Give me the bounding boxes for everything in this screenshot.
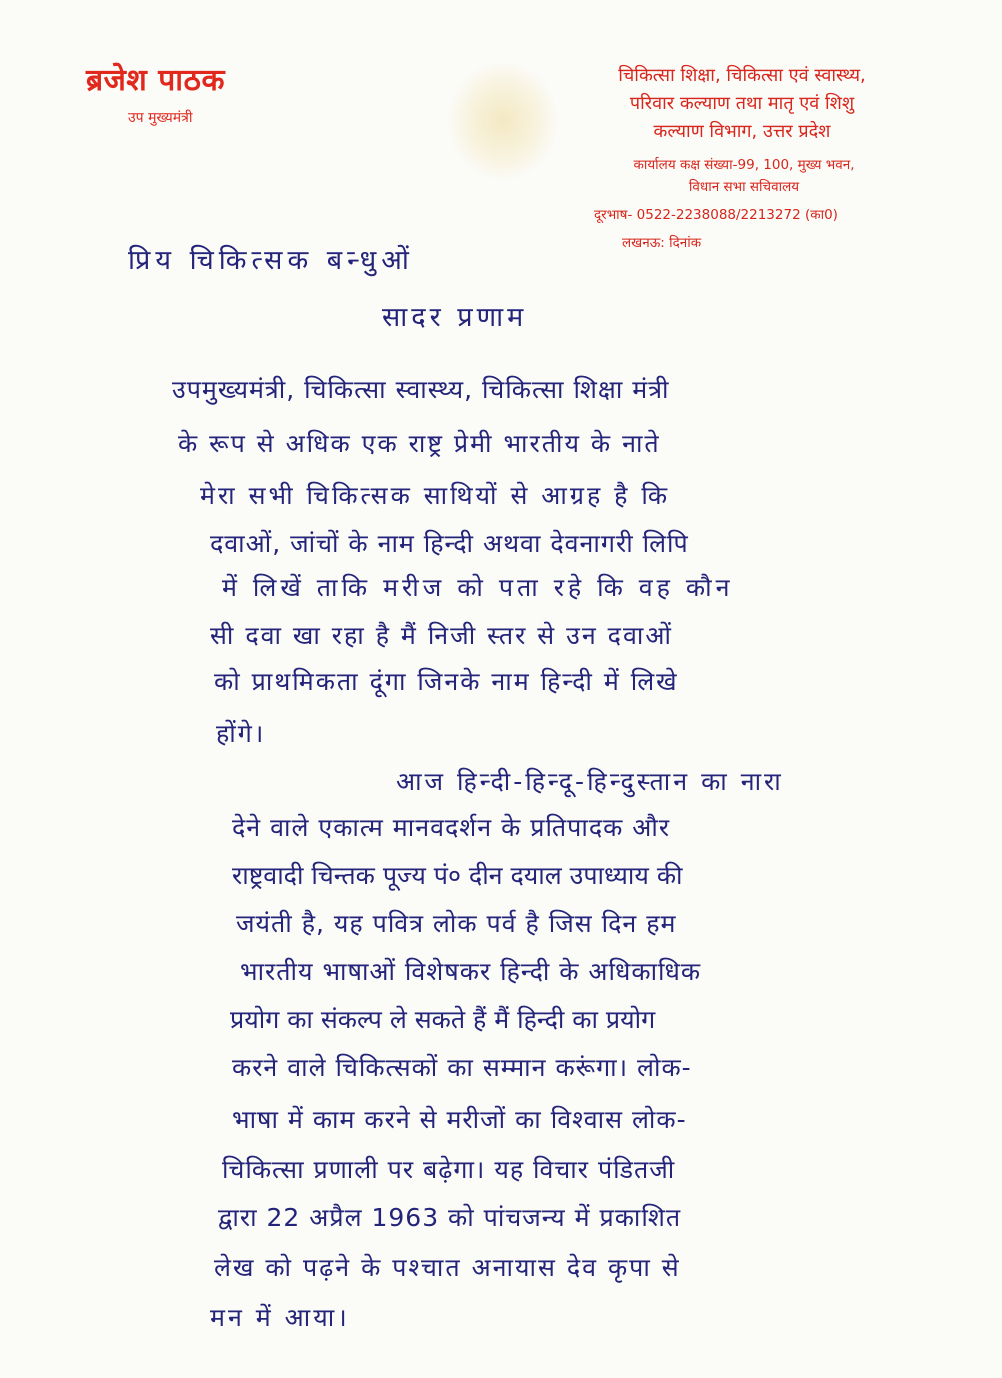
paragraph2-line: प्रयोग का संकल्प ले सकते हैं मैं हिन्दी का प्रयोग	[230, 1005, 656, 1034]
paragraph1-line: दवाओं, जांचों के नाम हिन्दी अथवा देवनागरी लिपि	[210, 529, 689, 558]
greeting: सादर प्रणाम	[382, 302, 528, 333]
paragraph1-line: में लिखें ताकि मरीज को पता रहे कि वह कौन	[222, 573, 734, 602]
paragraph2-line: देने वाले एकात्म मानवदर्शन के प्रतिपादक और	[232, 813, 671, 842]
paragraph2-line: आज हिन्दी-हिन्दू-हिन्दुस्तान का नारा	[396, 767, 784, 796]
paragraph2-line: भारतीय भाषाओं विशेषकर हिन्दी के अधिकाधिक	[240, 957, 702, 986]
paragraph1-line: को प्राथमिकता दूंगा जिनके नाम हिन्दी में लिखे	[214, 667, 679, 696]
paragraph1-line: के रूप से अधिक एक राष्ट्र प्रेमी भारतीय के नाते	[178, 429, 661, 458]
office-line: कार्यालय कक्ष संख्या-99, 100, मुख्य भवन,	[633, 157, 855, 173]
department-line: चिकित्सा शिक्षा, चिकित्सा एवं स्वास्थ्य,	[618, 65, 866, 86]
paragraph2-line: लेख को पढ़ने के पश्चात अनायास देव कृपा से	[214, 1253, 681, 1282]
paragraph1-line: होंगे।	[216, 719, 266, 748]
department-line: परिवार कल्याण तथा मातृ एवं शिशु	[629, 93, 855, 114]
department-block	[572, 62, 912, 146]
paragraph2-line: द्वारा 22 अप्रैल 1963 को पांचजन्य में प्रकाशित	[218, 1203, 682, 1232]
city-date: लखनऊ: दिनांक	[622, 235, 702, 251]
government-emblem-watermark	[448, 62, 558, 180]
department-line: कल्याण विभाग, उत्तर प्रदेश	[653, 121, 831, 142]
phone-number: दूरभाष- 0522-2238088/2213272 (का0)	[594, 207, 838, 223]
paragraph1-line: मेरा सभी चिकित्सक साथियों से आग्रह है कि	[200, 481, 671, 510]
paragraph1-line: सी दवा खा रहा है मैं निजी स्तर से उन दवाओं	[210, 621, 673, 650]
office-address	[596, 154, 892, 198]
sender-title: उप मुख्यमंत्री	[128, 110, 193, 126]
paragraph1-line: उपमुख्यमंत्री, चिकित्सा स्वास्थ्य, चिकित्सा शिक्षा मंत्री	[172, 375, 670, 404]
paragraph2-line: राष्ट्रवादी चिन्तक पूज्य पं० दीन दयाल उपाध्याय की	[232, 861, 683, 890]
paragraph2-line: जयंती है, यह पवित्र लोक पर्व है जिस दिन हम	[236, 909, 677, 938]
sender-name: ब्रजेश पाठक	[86, 63, 226, 98]
paragraph2-line: चिकित्सा प्रणाली पर बढ़ेगा। यह विचार पंडितजी	[222, 1155, 676, 1184]
salutation: प्रिय चिकित्सक बन्धुओं	[128, 245, 414, 276]
paragraph2-line: मन में आया।	[210, 1303, 350, 1332]
paragraph2-line: करने वाले चिकित्सकों का सम्मान करूंगा। लोक-	[232, 1053, 692, 1082]
paragraph2-line: भाषा में काम करने से मरीजों का विश्वास लोक-	[232, 1105, 687, 1134]
office-line: विधान सभा सचिवालय	[688, 179, 800, 195]
